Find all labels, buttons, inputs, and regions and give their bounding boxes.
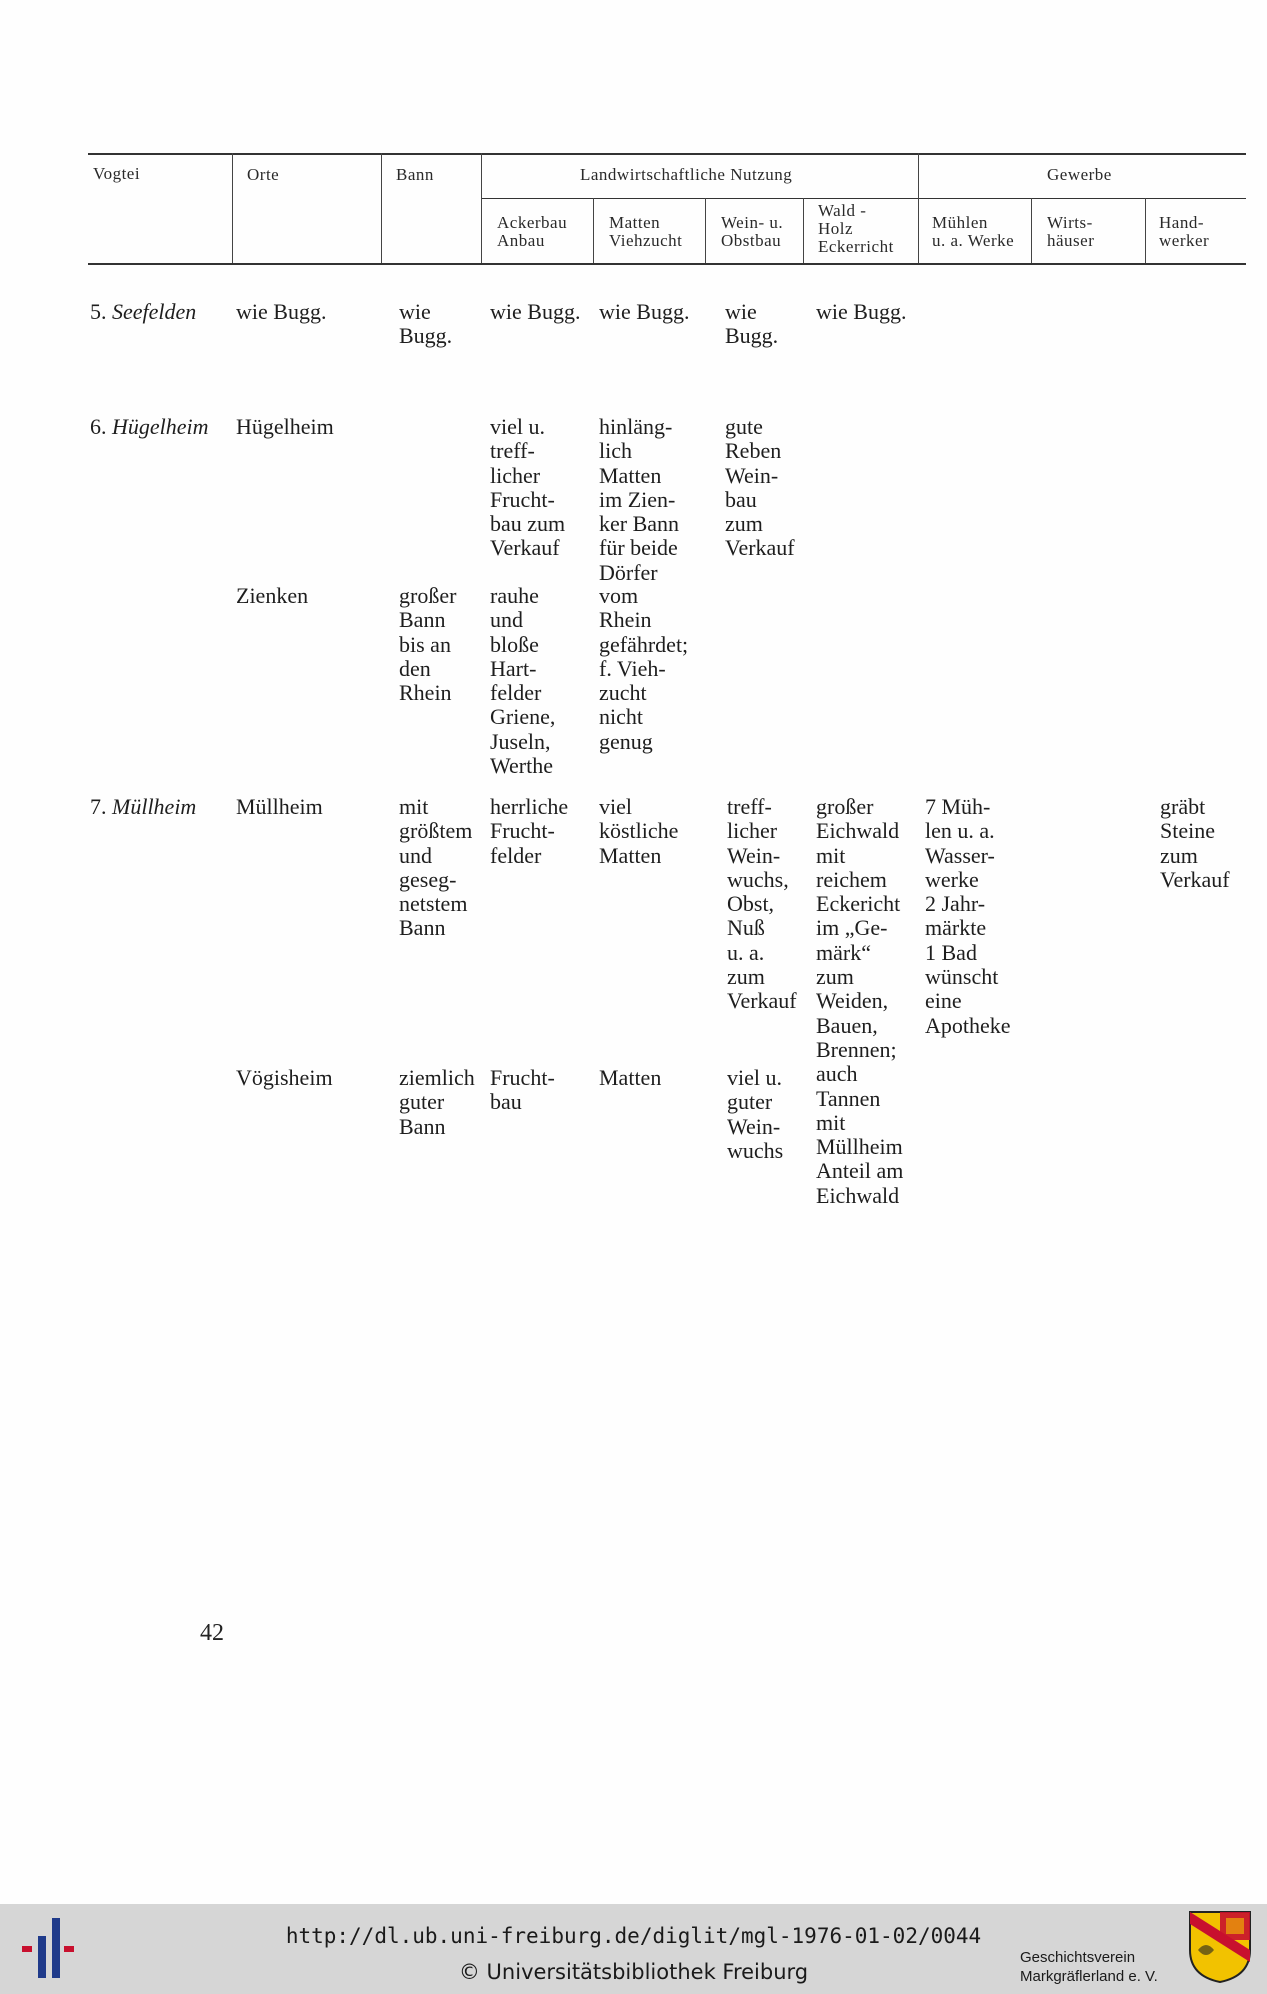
vogtei-name: Hügelheim	[112, 414, 209, 439]
cell-wein: wie Bugg.	[725, 299, 779, 349]
cell-matten: vom Rhein gefährdet; f. Vieh- zucht nicht genug	[599, 583, 689, 754]
header-vogtei: Vogtei	[93, 164, 141, 183]
col-divider	[481, 153, 482, 263]
cell-bann: wie Bugg.	[399, 299, 453, 349]
publisher-line-2: Markgräflerland e. V.	[1020, 1968, 1158, 1985]
footer-bar	[0, 1904, 1267, 1994]
header-wald: Wald - Holz Eckerricht	[818, 201, 894, 256]
footer-url-link[interactable]: http://dl.ub.uni-freiburg.de/diglit/mgl-1976-01-02/0044	[285, 1924, 982, 1948]
header-muehlen: Mühlen u. a. Werke	[932, 213, 1015, 250]
header-orte: Orte	[247, 165, 280, 184]
library-logo-icon	[18, 1912, 78, 1982]
cell-matten: viel köstliche Matten	[599, 794, 679, 868]
col-divider	[705, 198, 706, 263]
vogtei-name: Seefelden	[112, 299, 197, 324]
cell-wald: wie Bugg.	[816, 299, 907, 324]
cell-bann: ziemlich guter Bann	[399, 1065, 475, 1139]
footer-copyright: © Universitätsbibliothek Freiburg	[458, 1960, 809, 1984]
row-number: 7.	[90, 794, 112, 819]
cell-ackerbau: rauhe und bloße Hart- felder Griene, Juseln, Werthe	[490, 583, 556, 779]
table-top-rule	[88, 153, 1246, 155]
header-matten: Matten Viehzucht	[609, 213, 683, 250]
cell-wein: viel u. guter Wein- wuchs	[727, 1065, 784, 1163]
cell-hand: gräbt Steine zum Verkauf	[1160, 794, 1230, 892]
col-divider	[918, 153, 919, 263]
cell-ackerbau: wie Bugg.	[490, 299, 581, 324]
header-bottom-rule	[88, 263, 1246, 265]
publisher-line-1: Geschichtsverein	[1020, 1949, 1136, 1966]
row-vogtei	[90, 300, 196, 324]
cell-orte: Müllheim	[236, 794, 323, 819]
cell-ackerbau: herrliche Frucht- felder	[490, 794, 569, 868]
col-divider	[1145, 198, 1146, 263]
subheader-rule	[482, 198, 1246, 199]
col-divider	[593, 198, 594, 263]
row-vogtei	[90, 415, 209, 439]
col-divider	[381, 153, 382, 263]
row-vogtei	[90, 795, 196, 819]
cell-orte: Vögisheim	[236, 1065, 333, 1090]
cell-wald: großer Eichwald mit reichem Eckericht im „Ge- märk“ zum Weiden, Bauen, Brennen; auch Tannen mit Müllheim Anteil am Eichwald	[816, 794, 904, 1208]
vogtei-name: Müllheim	[112, 794, 197, 819]
cell-muehlen: 7 Müh- len u. a. Wasser- werke 2 Jahr- märkte 1 Bad wünscht eine Apotheke	[925, 794, 1011, 1038]
cell-bann: großer Bann bis an den Rhein	[399, 583, 457, 706]
cell-orte: Zienken	[236, 583, 309, 608]
cell-orte: wie Bugg.	[236, 299, 327, 324]
header-hand: Hand- werker	[1159, 213, 1210, 250]
cell-matten: Matten	[599, 1065, 662, 1090]
cell-bann: mit größtem und geseg- netstem Bann	[399, 794, 473, 941]
cell-orte: Hügelheim	[236, 414, 334, 439]
cell-ackerbau: viel u. treff- licher Frucht- bau zum Verkauf	[490, 414, 566, 561]
header-gewerbe: Gewerbe	[1047, 165, 1112, 184]
col-divider	[1031, 198, 1032, 263]
row-number: 5.	[90, 299, 112, 324]
header-landwirtschaft: Landwirtschaftliche Nutzung	[580, 165, 793, 184]
publisher-name	[1020, 1948, 1158, 1986]
header-ackerbau: Ackerbau Anbau	[497, 213, 568, 250]
cell-wein: treff- licher Wein- wuchs, Obst, Nuß u. a. zum Verkauf	[727, 794, 797, 1014]
cell-matten: wie Bugg.	[599, 299, 690, 324]
col-divider	[803, 198, 804, 263]
row-number: 6.	[90, 414, 112, 439]
coat-of-arms-icon	[1188, 1910, 1252, 1984]
page-number: 42	[200, 1620, 224, 1646]
header-wein: Wein- u. Obstbau	[721, 213, 784, 250]
header-bann: Bann	[396, 165, 434, 184]
col-divider	[232, 153, 233, 263]
header-wirts: Wirts- häuser	[1047, 213, 1095, 250]
cell-wein: gute Reben Wein- bau zum Verkauf	[725, 414, 795, 561]
cell-matten: hinläng- lich Matten im Zien- ker Bann für beide Dörfer	[599, 414, 680, 585]
cell-ackerbau: Frucht- bau	[490, 1065, 555, 1115]
